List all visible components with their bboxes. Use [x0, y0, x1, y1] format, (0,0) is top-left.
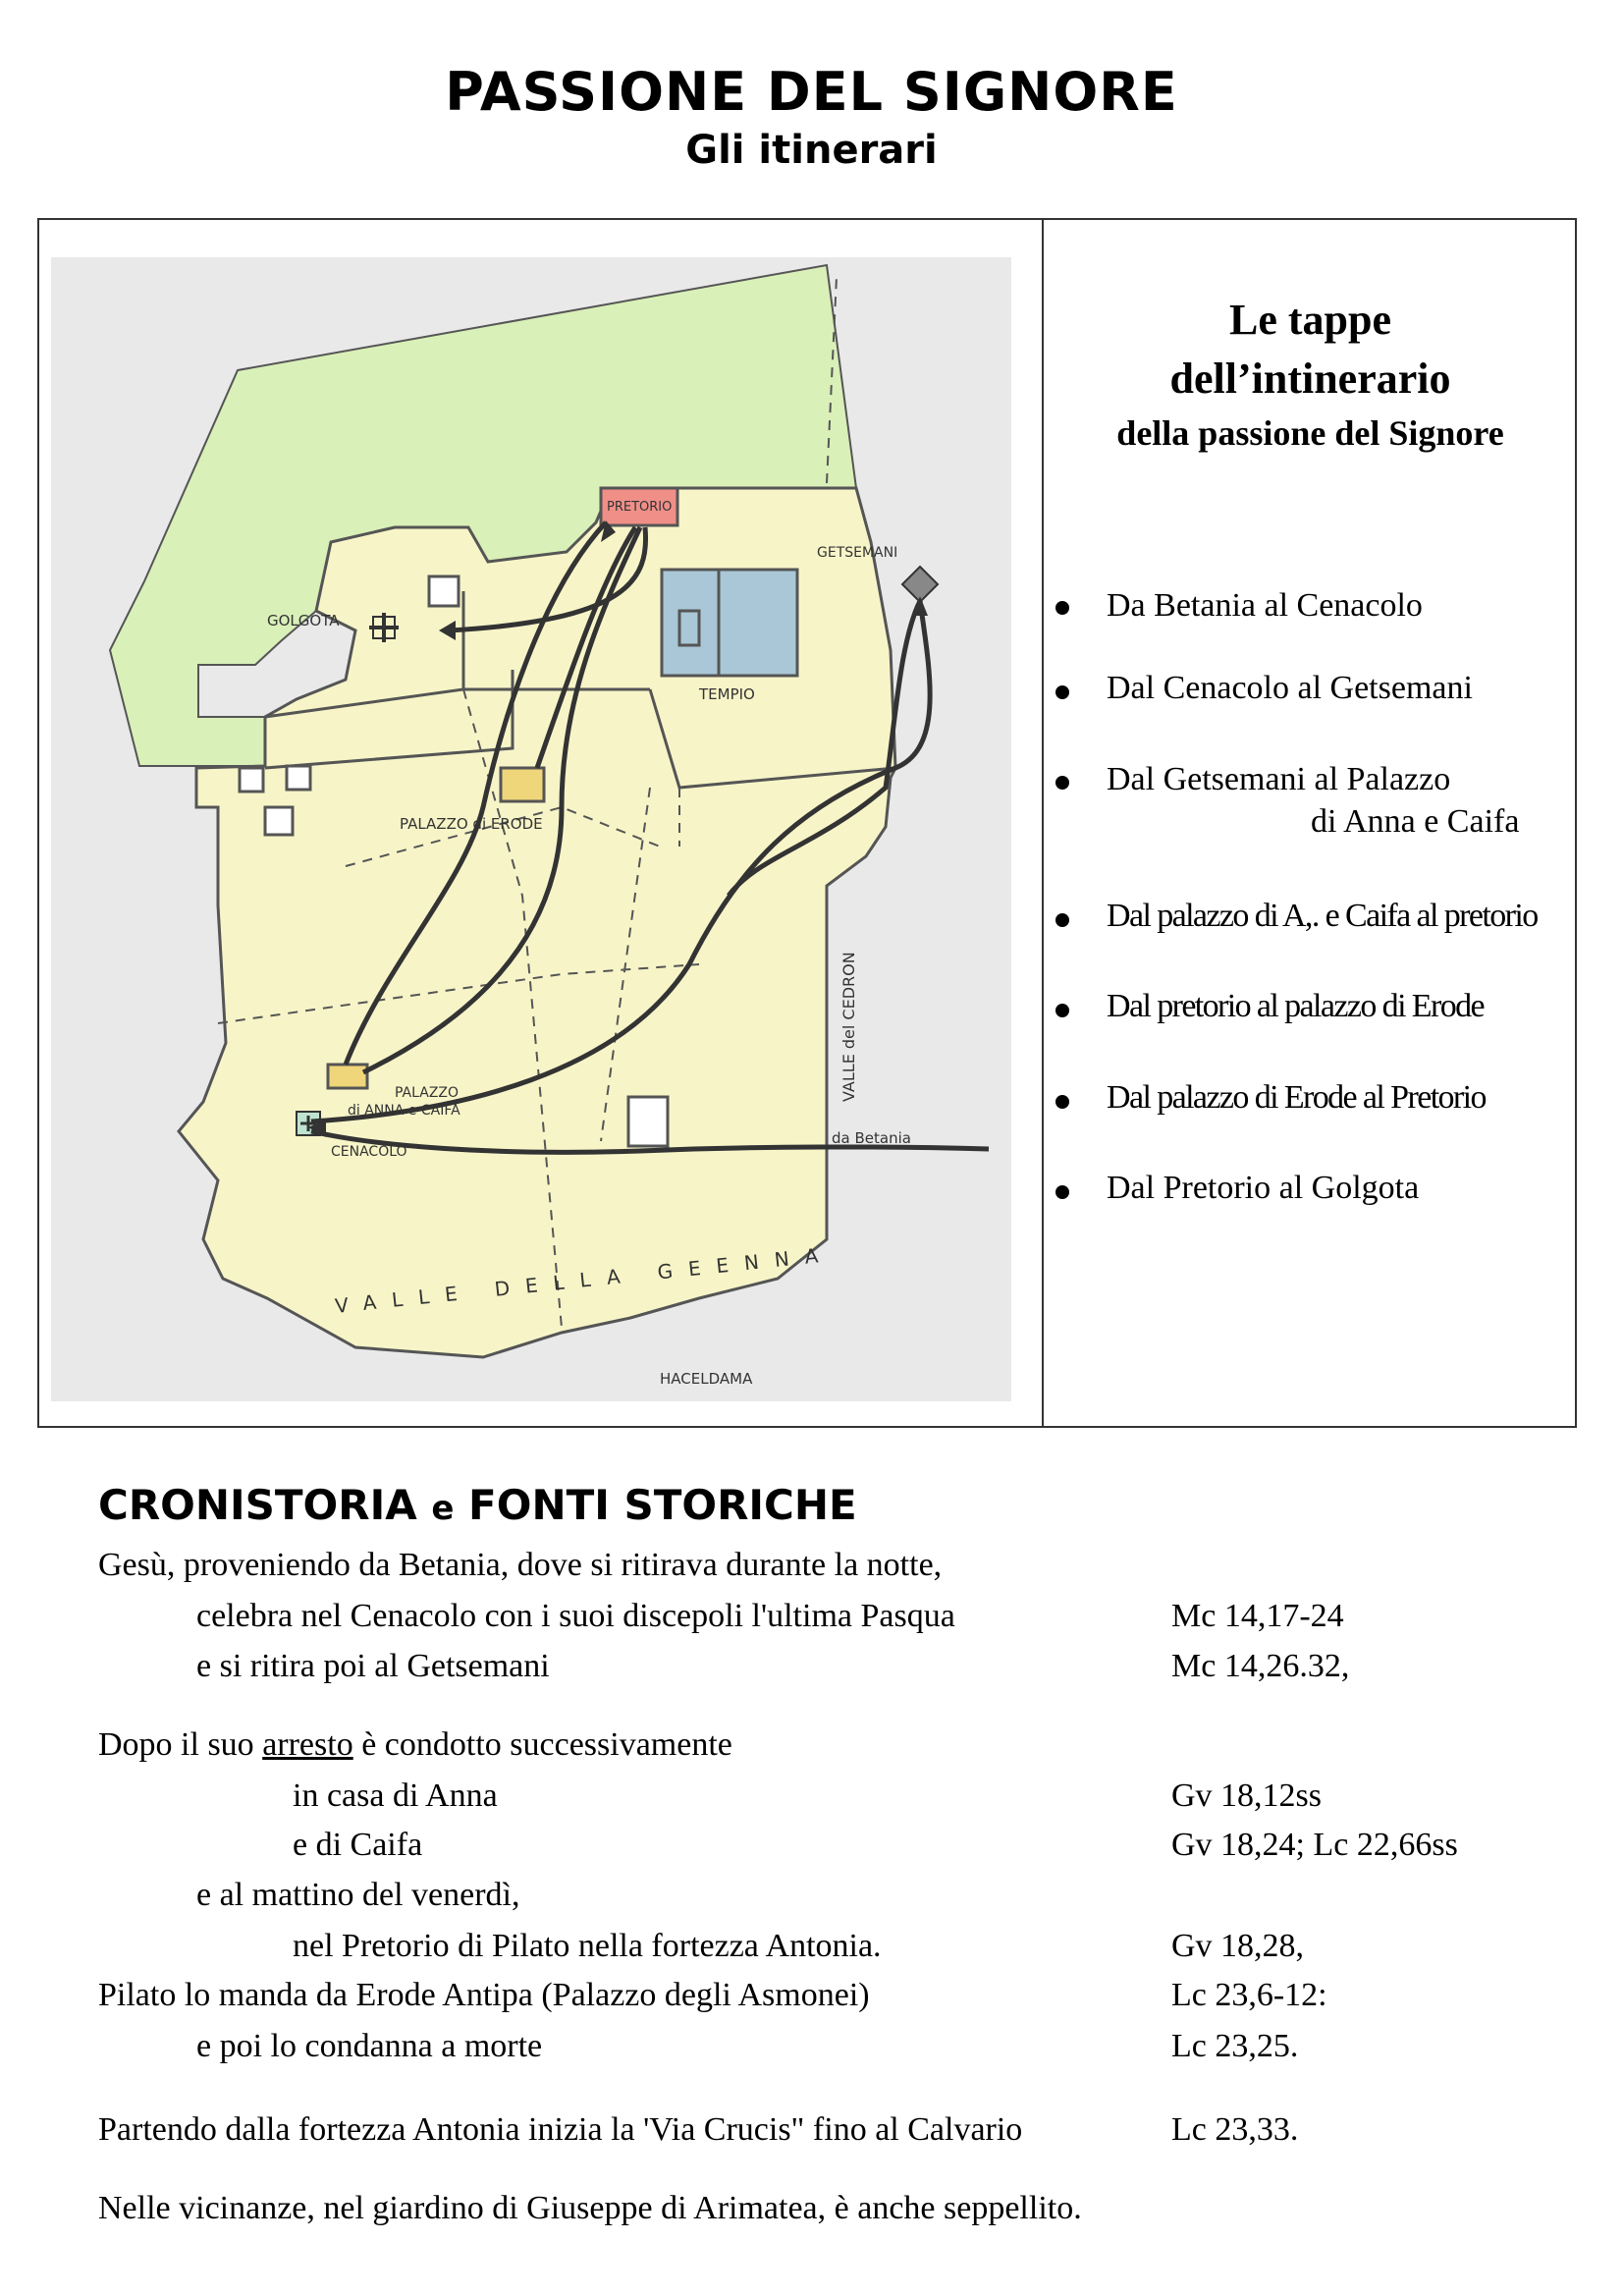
chronicle-text: Dopo il suo — [98, 1726, 263, 1763]
tower — [628, 1097, 668, 1146]
map-label-pretorio: PRETORIO — [607, 500, 673, 515]
map-label-tempio: TEMPIO — [699, 685, 755, 703]
step-item: Dal palazzo di A,. e Caifa al pretorio — [1107, 898, 1538, 934]
chronicle-line: Partendo dalla fortezza Antonia inizia la 'Via Crucis" fino al Calvario — [98, 2111, 1023, 2148]
chronicle-line: in casa di Anna — [293, 1777, 498, 1814]
side-title-line-1: Le tappe — [1229, 296, 1391, 344]
list-bullet — [1055, 913, 1069, 927]
map-label-getsemani: GETSEMANI — [817, 545, 898, 561]
step-item-continuation: di Anna e Caifa — [1311, 803, 1520, 840]
list-bullet — [1055, 776, 1069, 790]
chronicle-ref: Mc 14,26.32, — [1171, 1648, 1350, 1684]
list-bullet — [1055, 1004, 1069, 1017]
chronicle-text: è condotto successivamente — [352, 1726, 732, 1763]
tower — [265, 807, 293, 835]
palazzo-anna-building — [328, 1065, 367, 1088]
map-label-palazzo-anna-1: PALAZZO — [395, 1085, 460, 1101]
list-bullet — [1055, 1095, 1069, 1109]
chronicle-ref: Lc 23,25. — [1171, 2028, 1299, 2064]
chronicle-line: e di Caifa — [293, 1827, 423, 1863]
page-subtitle: Gli itinerari — [685, 128, 938, 173]
heading-conjunction: e — [431, 1489, 455, 1528]
side-title-line-3: della passione del Signore — [1116, 413, 1504, 453]
chronicle-line: Pilato lo manda da Erode Antipa (Palazzo degli Asmonei) — [98, 1977, 870, 2013]
heading-main: CRONISTORIA — [98, 1481, 417, 1529]
chronicle-ref: Lc 23,6-12: — [1171, 1977, 1327, 2013]
heading-rest: FONTI STORICHE — [468, 1481, 857, 1529]
step-item: Dal palazzo di Erode al Pretorio — [1107, 1079, 1486, 1116]
chronicle-line — [98, 1726, 732, 1764]
step-item: Dal pretorio al palazzo di Erode — [1107, 988, 1484, 1024]
map-label-golgota: GOLGOTA — [267, 612, 340, 629]
chronicle-ref: Mc 14,17-24 — [1171, 1598, 1344, 1634]
chronicle-line: e poi lo condanna a morte — [196, 2028, 543, 2064]
list-bullet — [1055, 1185, 1069, 1199]
step-item: Dal Cenacolo al Getsemani — [1107, 670, 1473, 706]
map-label-valle-geenna: VALLE DELLA GEENNA — [334, 1241, 836, 1318]
list-bullet — [1055, 685, 1069, 699]
tempio-building — [662, 570, 797, 676]
list-bullet — [1055, 601, 1069, 615]
step-item: Dal Pretorio al Golgota — [1107, 1170, 1420, 1206]
map-label-palazzo-erode: PALAZZO di ERODE — [400, 815, 543, 833]
chronicle-line: e si ritira poi al Getsemani — [196, 1648, 550, 1684]
chronicle-ref: Gv 18,24; Lc 22,66ss — [1171, 1827, 1458, 1863]
chronicle-line: nel Pretorio di Pilato nella fortezza Antonia. — [293, 1928, 882, 1964]
map-label-haceldama: HACELDAMA — [660, 1370, 753, 1388]
step-item: Dal Getsemani al Palazzo — [1107, 761, 1451, 797]
chronicle-underlined-word: arresto — [262, 1726, 353, 1763]
jerusalem-map — [51, 257, 1011, 1401]
map-label-da-betania: da Betania — [832, 1129, 911, 1147]
map-label-palazzo-anna-2: di ANNA e CAIFA — [348, 1103, 460, 1119]
map-label-cenacolo: CENACOLO — [331, 1144, 407, 1160]
chronicle-ref: Gv 18,28, — [1171, 1928, 1305, 1964]
chronicle-line: celebra nel Cenacolo con i suoi discepoli l'ultima Pasqua — [196, 1598, 955, 1634]
tower — [240, 768, 263, 792]
step-item: Da Betania al Cenacolo — [1107, 587, 1423, 624]
tower — [429, 576, 459, 606]
chronicle-line: Nelle vicinanze, nel giardino di Giuseppe di Arimatea, è anche seppellito. — [98, 2190, 1082, 2226]
palazzo-erode-building — [501, 768, 544, 801]
section-heading — [98, 1481, 857, 1529]
tower — [287, 766, 310, 790]
map-label-valle-cedron: VALLE del CEDRON — [839, 952, 858, 1102]
side-title-line-2: dell’intinerario — [1169, 355, 1451, 403]
chronicle-line: Gesù, proveniendo da Betania, dove si ritirava durante la notte, — [98, 1547, 943, 1583]
chronicle-line: e al mattino del venerdì, — [196, 1877, 520, 1913]
chronicle-ref: Lc 23,33. — [1171, 2111, 1299, 2148]
chronicle-ref: Gv 18,12ss — [1171, 1777, 1323, 1814]
page-title: PASSIONE DEL SIGNORE — [445, 61, 1178, 123]
